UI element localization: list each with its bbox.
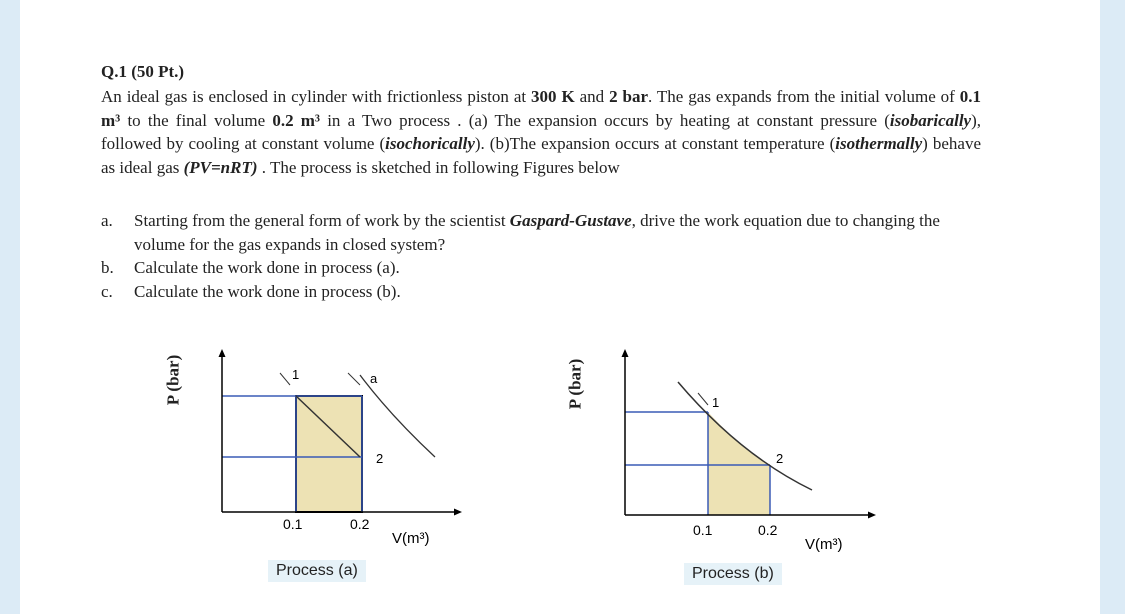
point-leader [280, 373, 290, 385]
point-leader [698, 393, 708, 405]
figure-a-work-area [296, 396, 362, 512]
x-axis-label: V(m³) [392, 530, 430, 547]
x-axis-arrow [868, 512, 876, 519]
x-tick-label: 0.1 [283, 516, 303, 532]
x-tick-label: 0.2 [350, 516, 370, 532]
point-1-label: 1 [712, 395, 720, 410]
point-2-label: 2 [776, 451, 784, 466]
right-margin [1100, 0, 1125, 614]
x-axis-label: V(m³) [805, 536, 843, 553]
x-tick-label: 0.2 [758, 522, 778, 538]
point-1-label: 1 [292, 367, 300, 382]
sub-question-list [101, 209, 981, 303]
figure-b-caption: Process (b) [684, 563, 782, 585]
question-title: Q.1 (50 Pt.) [101, 62, 185, 81]
list-item: b. Calculate the work done in process (a). [101, 258, 400, 277]
x-tick-label: 0.1 [693, 522, 713, 538]
list-item: a. Starting from the general form of work by the scientist Gaspard-Gustave, drive the work equation due to changing the volume for the gas expands in closed system? [101, 211, 940, 254]
point-a-label: a [370, 371, 378, 386]
x-axis-arrow [454, 509, 462, 516]
figure-b-work-area [708, 412, 770, 515]
y-axis-arrow [219, 349, 226, 357]
figure-a-caption: Process (a) [268, 560, 366, 582]
point-2-label: 2 [376, 451, 384, 466]
figure-a-diagram [200, 345, 500, 560]
figure-b-ylabel: P (bar) [565, 358, 585, 410]
list-item: c. Calculate the work done in process (b). [101, 281, 401, 301]
figure-a-ylabel: P (bar) [163, 354, 183, 406]
isotherm-curve [360, 375, 435, 457]
y-axis-arrow [622, 349, 629, 357]
point-leader [348, 373, 360, 385]
question-paragraph: An ideal gas is enclosed in cylinder with frictionless piston at 300 K and 2 bar. The gas expands from the initial volume of 0.1 m³ to the final volume 0.2 m³ in a Two process . (a) The expansion occurs by heating at constant pressure (isobarically), followed by cooling at constant volume (isochorically). (b)The expansion occurs at constant temperature (isothermally) behave as ideal gas (PV=nRT) . The process is sketched in following Figures below [101, 87, 982, 177]
figure-b-diagram [600, 345, 900, 560]
